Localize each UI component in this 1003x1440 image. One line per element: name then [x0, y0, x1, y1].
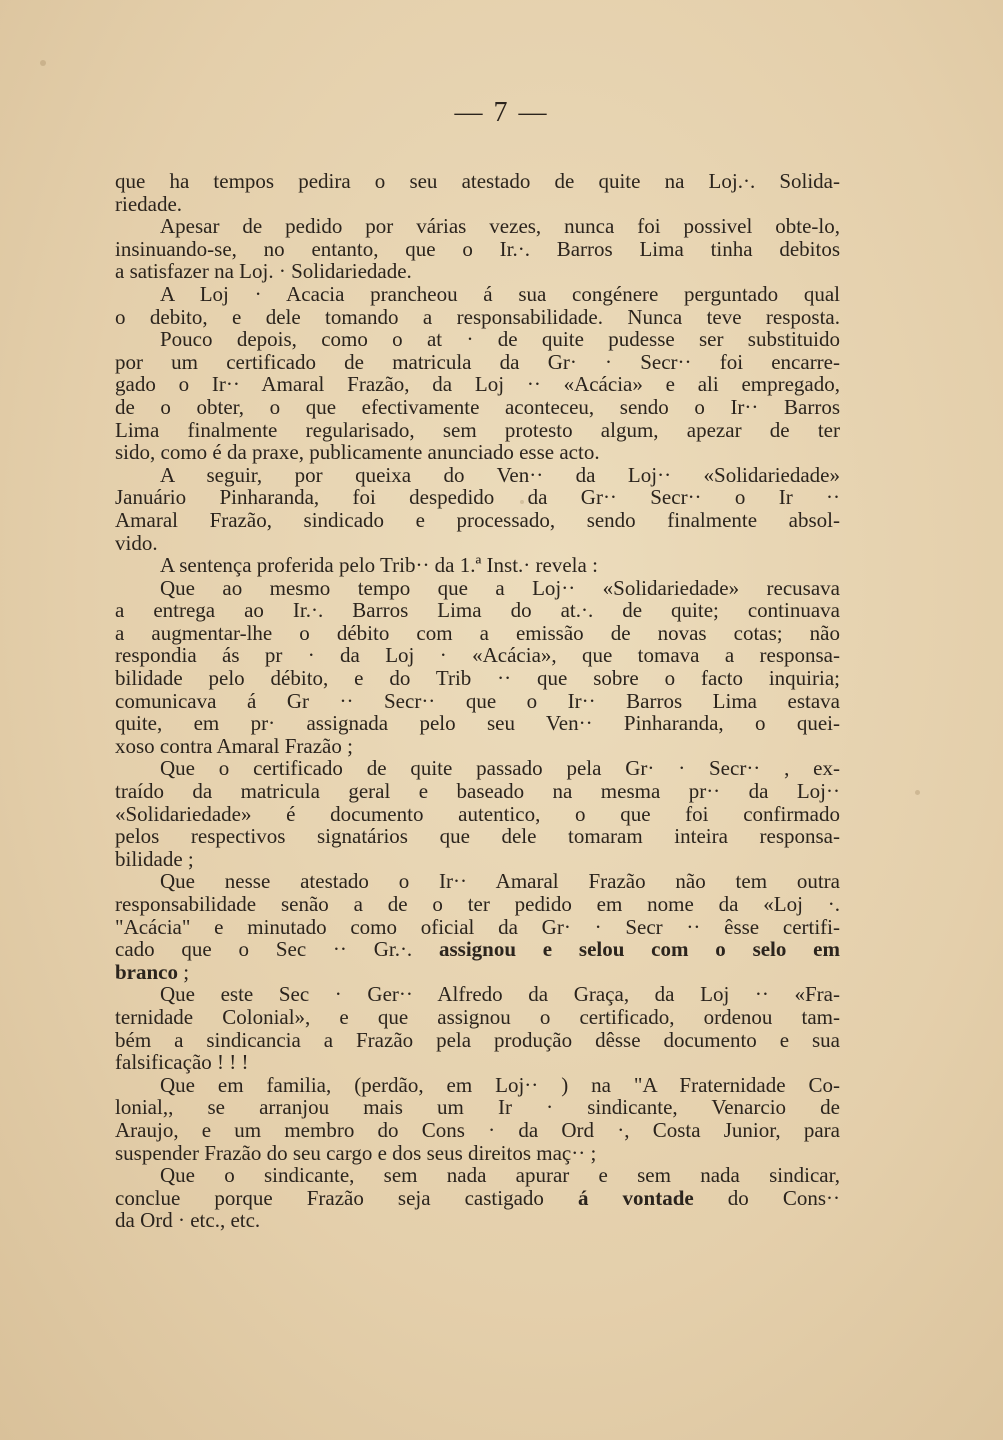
text-segment: lonial,, se arranjou mais um Ir · sindicante, Venarcio de	[115, 1095, 840, 1120]
text-line	[115, 1029, 840, 1052]
text-line	[115, 1051, 840, 1074]
text-line	[115, 599, 840, 622]
text-line	[115, 464, 840, 487]
text-segment: á vontade	[577, 1185, 694, 1210]
text-line	[115, 1006, 840, 1029]
text-segment: Que o sindicante, sem nada apurar e sem nada sindicar,	[160, 1163, 840, 1188]
text-segment: respondia ás pr · da Loj · «Acácia», que tomava a responsa-	[115, 643, 840, 668]
text-segment: Pouco depois, como o at · de quite pudesse ser substituido	[160, 327, 840, 352]
text-line	[115, 170, 840, 193]
body-text	[115, 170, 840, 1232]
text-line	[115, 712, 840, 735]
text-segment: A sentença proferida pelo Trib·· da 1.ª Inst.· revela :	[160, 553, 598, 578]
text-segment: bém a sindicancia a Frazão pela produção dêsse documento e sua	[115, 1027, 840, 1052]
text-line	[115, 1096, 840, 1119]
text-segment: por um certificado de matricula da Gr· · Secr·· foi encarre-	[115, 349, 840, 374]
text-segment: da Ord · etc., etc.	[115, 1208, 261, 1233]
text-line	[115, 780, 840, 803]
text-line	[115, 554, 840, 577]
text-line	[115, 1187, 840, 1210]
text-segment: comunicava á Gr ·· Secr·· que o Ir·· Barros Lima estava	[115, 688, 840, 713]
text-line	[115, 1142, 840, 1165]
text-line	[115, 825, 840, 848]
text-segment: xoso contra Amaral Frazão ;	[115, 733, 353, 758]
text-line	[115, 328, 840, 351]
text-segment: Januário Pinharanda, foi despedido da Gr·· Secr·· o Ir ··	[115, 485, 840, 510]
text-line	[115, 441, 840, 464]
text-segment: Que em familia, (perdão, em Loj·· ) na "A Fraternidade Co-	[160, 1072, 840, 1097]
text-segment: gado o Ir·· Amaral Frazão, da Loj ·· «Acácia» e ali empregado,	[115, 372, 840, 397]
text-segment: Amaral Frazão, sindicado e processado, sendo finalmente absol-	[115, 507, 840, 532]
paper-stain	[915, 790, 920, 795]
paper-stain	[40, 60, 46, 66]
text-segment: A seguir, por queixa do Ven·· da Loj·· «Solidariedade»	[160, 462, 840, 487]
text-line	[115, 532, 840, 555]
text-line	[115, 1074, 840, 1097]
text-line	[115, 893, 840, 916]
text-line	[115, 757, 840, 780]
text-segment: pelos respectivos signatários que dele tomaram inteira responsa-	[115, 824, 840, 849]
text-segment: insinuando-se, no entanto, que o Ir.·. Barros Lima tinha debitos	[115, 236, 840, 261]
text-segment: «Solidariedade» é documento autentico, o que foi confirmado	[115, 801, 840, 826]
text-segment: conclue porque Frazão seja castigado	[115, 1185, 578, 1210]
text-segment: responsabilidade senão a de o ter pedido em nome da «Loj ·.	[115, 892, 840, 916]
text-line	[115, 351, 840, 374]
text-line	[115, 1209, 840, 1232]
text-segment: quite, em pr· assignada pelo seu Ven·· Pinharanda, o quei-	[115, 711, 840, 736]
page-number: — 7 —	[454, 97, 549, 128]
text-line	[115, 577, 840, 600]
text-line	[115, 916, 840, 939]
text-line	[115, 1164, 840, 1187]
text-line	[115, 961, 840, 984]
text-segment: bilidade ;	[115, 846, 194, 871]
text-segment: falsificação ! ! !	[115, 1050, 249, 1075]
text-segment: riedade.	[115, 191, 183, 216]
text-segment: suspender Frazão do seu cargo e dos seus direitos maç·· ;	[115, 1140, 597, 1165]
text-segment: que ha tempos pedira o seu atestado de quite na Loj.·. Solida-	[115, 169, 840, 193]
text-segment: ternidade Colonial», e que assignou o certificado, ordenou tam-	[115, 1004, 840, 1029]
text-segment: a augmentar-lhe o débito com a emissão de novas cotas; não	[115, 620, 840, 645]
text-segment: Apesar de pedido por várias vezes, nunca foi possivel obte-lo,	[160, 214, 840, 239]
text-line	[115, 260, 840, 283]
text-segment: ;	[178, 959, 190, 984]
text-segment: sido, como é da praxe, publicamente anunciado esse acto.	[115, 440, 600, 465]
text-line	[115, 306, 840, 329]
text-segment: Lima finalmente regularisado, sem protesto algum, apezar de ter	[115, 417, 840, 442]
text-line	[115, 803, 840, 826]
text-segment: a entrega ao Ir.·. Barros Lima do at.·. de quite; continuava	[115, 598, 840, 623]
text-segment: branco	[115, 959, 178, 984]
text-segment: "Acácia" e minutado como oficial da Gr· · Secr ·· êsse certifi-	[115, 914, 840, 939]
text-line	[115, 486, 840, 509]
text-segment: vido.	[115, 530, 158, 555]
text-segment: o debito, e dele tomando a responsabilidade. Nunca teve resposta.	[115, 304, 840, 329]
text-segment: de o obter, o que efectivamente aconteceu, sendo o Ir·· Barros	[115, 394, 840, 419]
text-line	[115, 396, 840, 419]
text-segment: traído da matricula geral e baseado na mesma pr·· da Loj··	[115, 779, 840, 804]
text-line	[115, 690, 840, 713]
text-line	[115, 983, 840, 1006]
text-line	[115, 667, 840, 690]
text-segment: a satisfazer na Loj. · Solidariedade.	[115, 259, 412, 284]
text-segment: do Cons··	[693, 1185, 840, 1210]
text-segment: bilidade pelo débito, e do Trib ·· que sobre o facto inquiria;	[115, 666, 840, 691]
text-segment: Que este Sec · Ger·· Alfredo da Graça, da Loj ·· «Fra-	[160, 982, 840, 1007]
text-segment: Araujo, e um membro do Cons · da Ord ·, Costa Junior, para	[115, 1117, 840, 1142]
text-segment: Que o certificado de quite passado pela Gr· · Secr·· , ex-	[160, 756, 840, 781]
text-line	[115, 283, 840, 306]
text-line	[115, 419, 840, 442]
text-line	[115, 238, 840, 261]
text-segment: Que nesse atestado o Ir·· Amaral Frazão não tem outra	[160, 869, 840, 894]
text-line	[115, 622, 840, 645]
text-line	[115, 848, 840, 871]
text-segment: Que ao mesmo tempo que a Loj·· «Solidariedade» recusava	[160, 575, 840, 600]
text-line	[115, 1119, 840, 1142]
text-line	[115, 215, 840, 238]
text-line	[115, 373, 840, 396]
text-line	[115, 735, 840, 758]
text-line	[115, 509, 840, 532]
text-line	[115, 870, 840, 893]
text-line	[115, 938, 840, 961]
text-segment: assignou e selou com o selo em	[438, 937, 840, 962]
text-segment: A Loj · Acacia prancheou á sua congénere perguntado qual	[160, 281, 840, 306]
text-line	[115, 193, 840, 216]
text-segment: cado que o Sec ·· Gr.·.	[115, 937, 439, 962]
text-line	[115, 644, 840, 667]
